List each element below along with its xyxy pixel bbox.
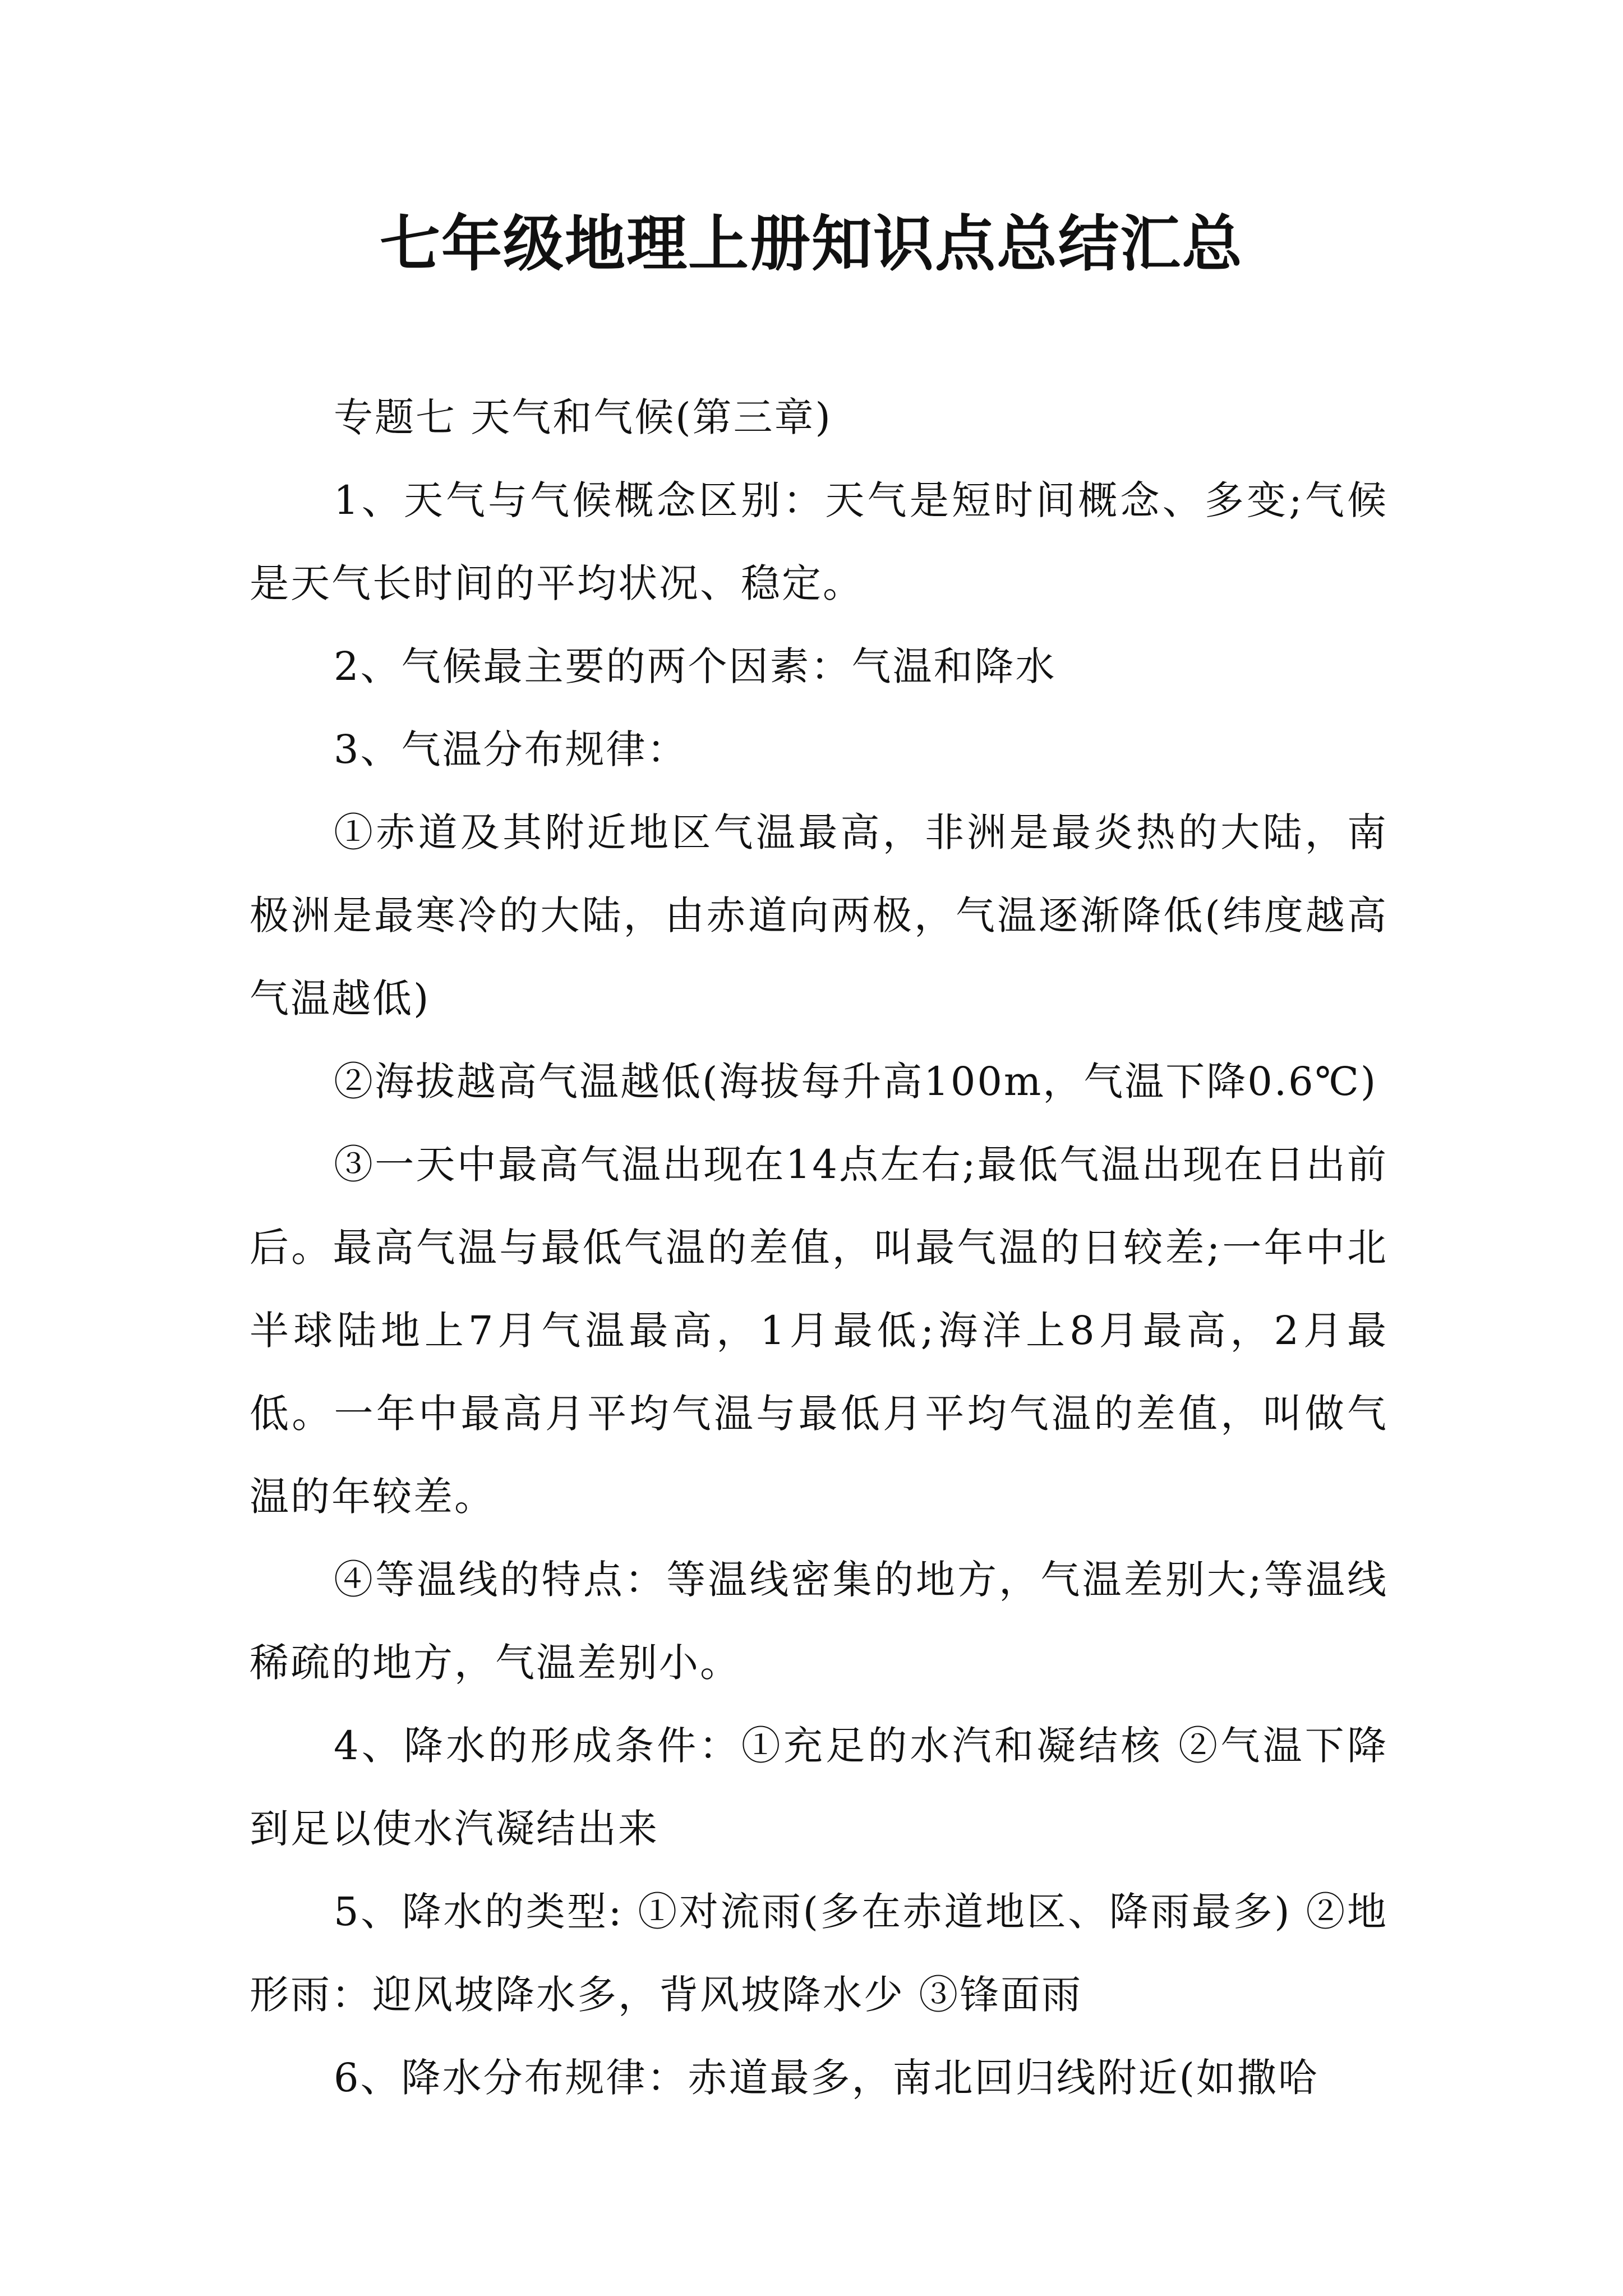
paragraph-weather-vs-climate: 1、天气与气候概念区别：天气是短时间概念、多变;气候是天气长时间的平均状况、稳定。 bbox=[250, 477, 1388, 606]
paragraph-precipitation-conditions: 4、降水的形成条件：①充足的水汽和凝结核 ②气温下降到足以使水汽凝结出来 bbox=[250, 1723, 1388, 1852]
paragraph-precipitation-distribution: 6、降水分布规律：赤道最多，南北回归线附近(如撒哈 bbox=[334, 2055, 1319, 2101]
section-heading: 专题七 天气和气候(第三章) bbox=[334, 394, 832, 440]
paragraph-precipitation-types: 5、降水的类型: ①对流雨(多在赤道地区、降雨最多) ②地形雨：迎风坡降水多，背风坡降水少 ③锋面雨 bbox=[250, 1889, 1388, 2018]
paragraph-temperature-rules-heading: 3、气温分布规律： bbox=[334, 726, 688, 772]
paragraph-temperature-latitude: ①赤道及其附近地区气温最高，非洲是最炎热的大陆，南极洲是最寒冷的大陆，由赤道向两极，气温逐渐降低(纬度越高气温越低) bbox=[250, 809, 1388, 1022]
paragraph-isotherms: ④等温线的特点：等温线密集的地方，气温差别大;等温线稀疏的地方，气温差别小。 bbox=[250, 1557, 1388, 1686]
paragraph-climate-factors: 2、气候最主要的两个因素：气温和降水 bbox=[334, 643, 1057, 689]
document-body bbox=[250, 376, 1388, 2119]
document-title: 七年级地理上册知识点总结汇总 bbox=[379, 209, 1243, 279]
paragraph-temperature-range: ③一天中最高气温出现在14点左右;最低气温出现在日出前后。最高气温与最低气温的差值，叫最气温的日较差;一年中北半球陆地上7月气温最高，1月最低;海洋上8月最高，2月最低。一年中最高月平均气温与最低月平均气温的差值，叫做气温的年较差。 bbox=[250, 1142, 1388, 1520]
paragraph-temperature-altitude: ②海拔越高气温越低(海拔每升高100m，气温下降0.6℃) bbox=[334, 1059, 1378, 1105]
